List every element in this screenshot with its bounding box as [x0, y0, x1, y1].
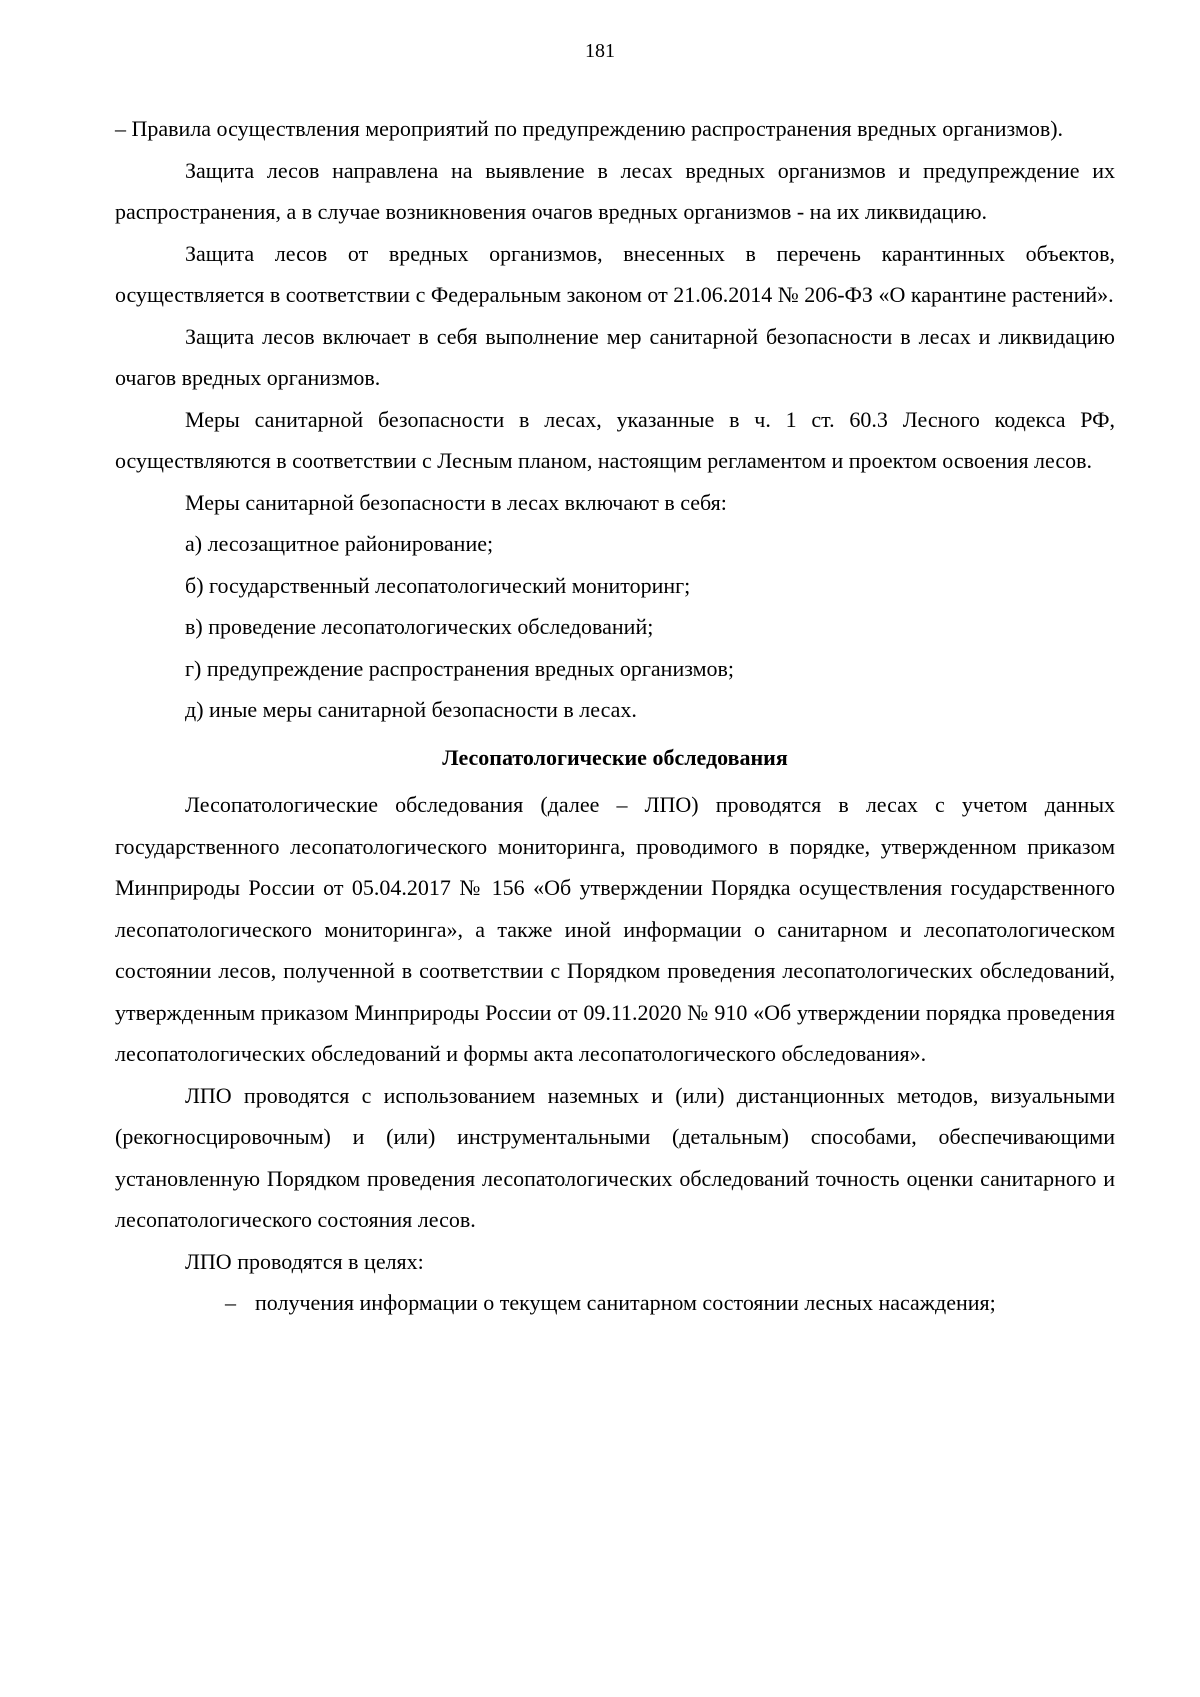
list-item-text: получения информации о текущем санитарном состоянии лесных насаждения;	[255, 1290, 996, 1315]
dash-bullet: –	[225, 1290, 236, 1315]
paragraph-rules-reference: – Правила осуществления мероприятий по предупреждению распространения вредных организмов).	[115, 116, 1064, 141]
list-item: д) иные меры санитарной безопасности в лесах.	[185, 697, 637, 722]
list-item: а) лесозащитное районирование;	[185, 531, 494, 556]
list-item: г) предупреждение распространения вредных организмов;	[185, 655, 735, 681]
paragraph-quarantine-law: Защита лесов от вредных организмов, внесенных в перечень карантинных объектов, осуществляется в соответствии с Федеральным законом от 21.06.2014 № 206-ФЗ «О карантине растений».	[115, 240, 1115, 307]
paragraph-lpo-goals-intro: ЛПО проводятся в целях:	[185, 1248, 424, 1274]
goals-list	[115, 1282, 1115, 1324]
page-number: 181	[585, 40, 615, 62]
paragraph-sanitary-measures-basis: Меры санитарной безопасности в лесах, указанные в ч. 1 ст. 60.3 Лесного кодекса РФ, осуществляются в соответствии с Лесным планом, настоящим регламентом и проектом освоения лесов.	[115, 406, 1115, 473]
paragraph-lpo-definition: Лесопатологические обследования (далее – ЛПО) проводятся в лесах с учетом данных государственного лесопатологического мониторинга, проводимого в порядке, утвержденном приказом Минприроды России от 05.04.2017 № 156 «Об утверждении Порядка осуществления государственного лесопатологического мониторинга», а также иной информации о санитарном и лесопатологическом состоянии лесов, полученной в соответствии с Порядком проведения лесопатологических обследований, утвержденным приказом Минприроды России от 09.11.2020 № 910 «Об утверждении порядка проведения лесопатологических обследований и формы акта лесопатологического обследования».	[115, 792, 1115, 1066]
paragraph-protection-includes: Защита лесов включает в себя выполнение мер санитарной безопасности в лесах и ликвидацию очагов вредных организмов.	[115, 323, 1115, 390]
section-heading: Лесопатологические обследования	[442, 744, 788, 770]
measures-list	[115, 523, 1115, 731]
document-body	[115, 108, 1115, 1324]
list-item: в) проведение лесопатологических обследований;	[185, 614, 654, 639]
paragraph-lpo-methods: ЛПО проводятся с использованием наземных и (или) дистанционных методов, визуальными (рекогносцировочным) и (или) инструментальными (детальным) способами, обеспечивающими установленную Порядком проведения лесопатологических обследований точность оценки санитарного и лесопатологического состояния лесов.	[115, 1082, 1115, 1232]
paragraph-forest-protection-purpose: Защита лесов направлена на выявление в лесах вредных организмов и предупреждение их распространения, а в случае возникновения очагов вредных организмов - на их ликвидацию.	[115, 157, 1115, 224]
list-item	[115, 1282, 1115, 1324]
list-item: б) государственный лесопатологический мониторинг;	[185, 572, 691, 598]
paragraph-measures-intro: Меры санитарной безопасности в лесах включают в себя:	[185, 489, 727, 515]
